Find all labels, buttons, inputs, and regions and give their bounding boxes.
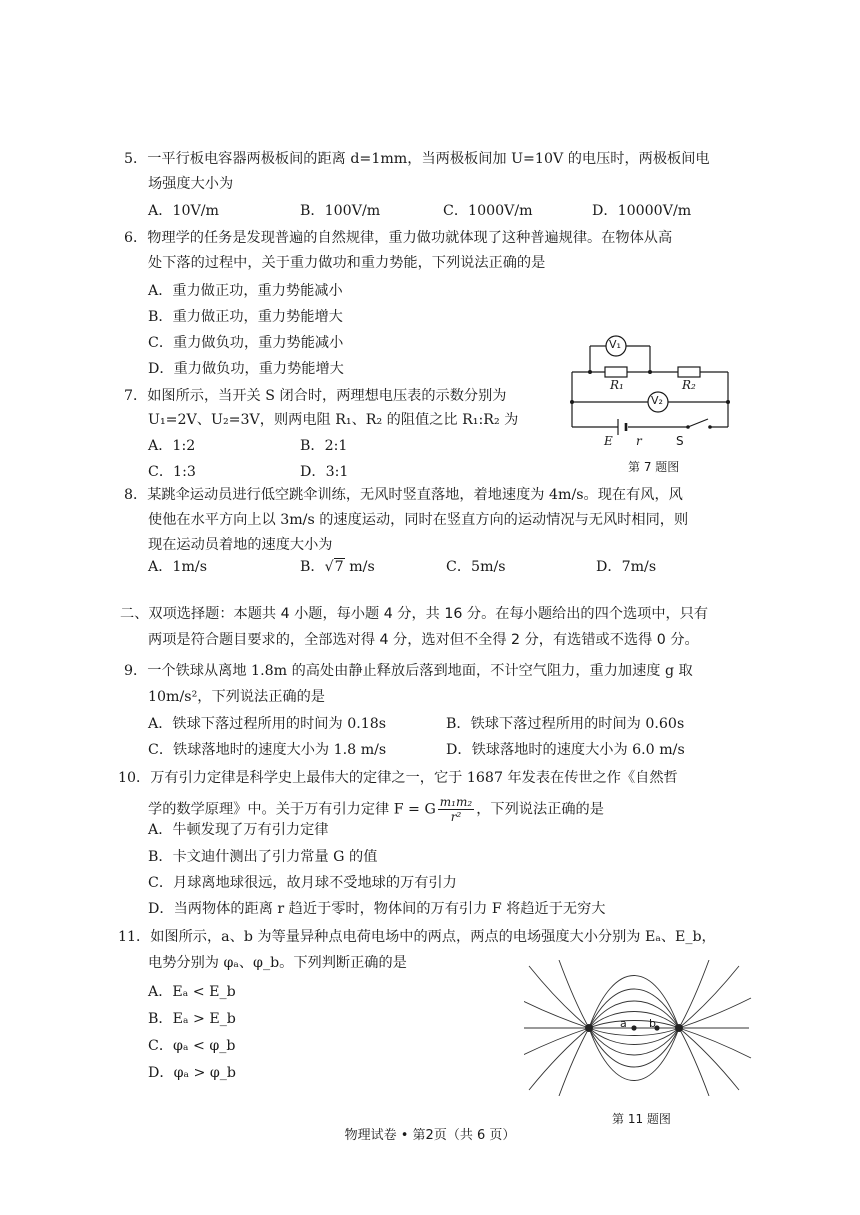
field-line [589, 989, 679, 1028]
q5-stem-line1: 5．一平行板电容器两极板间的距离 d=1mm，当两极板间加 U=10V 的电压时，两极板间电 [124, 151, 710, 167]
q11-stem-line2: 电势分别为 φₐ、φ_b。下列判断正确的是 [148, 955, 407, 971]
q10-option-b: B．卡文迪什测出了引力常量 G 的值 [148, 849, 378, 865]
q7-label-e: E [604, 434, 613, 448]
q10-option-a: A．牛顿发现了万有引力定律 [148, 822, 329, 838]
q5-option-d: D．10000V/m [592, 203, 692, 219]
fraction-denominator: r² [450, 810, 462, 824]
q11-figure-caption: 第 11 题图 [612, 1112, 671, 1126]
gravitation-formula-fraction [438, 795, 474, 824]
q8-stem-line3: 现在运动员着地的速度大小为 [148, 537, 333, 553]
field-lines-svg [524, 960, 764, 1096]
section2-instructions-line2: 两项是符合题目要求的，全部选对得 4 分，选对但不全得 2 分，有选错或不选得 0 分。 [148, 632, 699, 648]
field-line [679, 1028, 751, 1058]
q8-stem-line2: 使他在水平方向上以 3m/s 的速度运动，同时在竖直方向的运动情况与无风时相同，则 [148, 512, 689, 528]
q8-option-b-label: B． [300, 559, 325, 575]
field-line [679, 966, 739, 1028]
q10-option-d: D．当两物体的距离 r 趋近于零时，物体间的万有引力 F 将趋近于无穷大 [148, 901, 606, 917]
q5-stem-line2: 场强度大小为 [148, 176, 234, 192]
q8-option-a: A．1m/s [148, 559, 207, 575]
q7-label-r2: R₂ [682, 378, 696, 392]
field-line [679, 960, 709, 1028]
q10-stem-line1: 10．万有引力定律是科学史上最伟大的定律之一，它于 1687 年发表在传世之作《自然哲 [118, 770, 678, 786]
q6-option-b: B．重力做正功，重力势能增大 [148, 309, 343, 325]
field-line [524, 1028, 589, 1058]
circuit-svg [560, 330, 740, 470]
q11-option-d: D．φₐ > φ_b [148, 1065, 236, 1081]
q9-stem-line2: 10m/s²，下列说法正确的是 [148, 689, 325, 705]
section2-instructions-line1: 二、双项选择题：本题共 4 小题，每小题 4 分，共 16 分。在每小题给出的四个选项中，只有 [120, 606, 709, 622]
q7-circuit-diagram [560, 330, 740, 470]
field-line [679, 1028, 709, 1096]
q7-stem-line2: U₁=2V、U₂=3V，则两电阻 R₁、R₂ 的阻值之比 R₁:R₂ 为 [148, 412, 519, 428]
field-line [529, 966, 589, 1028]
q5-option-c: C．1000V/m [443, 203, 533, 219]
q7-figure-caption: 第 7 题图 [628, 460, 680, 474]
q6-option-c: C．重力做负功，重力势能减小 [148, 335, 344, 351]
q7-option-c: C．1:3 [148, 464, 196, 480]
q10-stem-line2-end: ，下列说法正确的是 [476, 801, 604, 818]
q9-option-b: B．铁球下落过程所用的时间为 0.60s [446, 716, 685, 732]
q7-label-v1: V₁ [609, 338, 621, 351]
q9-option-c: C．铁球落地时的速度大小为 1.8 m/s [148, 742, 387, 758]
fraction-numerator: m₁m₂ [439, 795, 473, 809]
point-a [631, 1025, 636, 1030]
q11-label-a: a [620, 1017, 627, 1030]
q7-option-d: D．3:1 [300, 464, 349, 480]
sqrt-icon: √ [324, 559, 334, 575]
page-footer: 物理试卷 • 第2页（共 6 页） [344, 1128, 516, 1143]
q9-option-d: D．铁球落地时的速度大小为 6.0 m/s [446, 742, 685, 758]
charge-positive [585, 1024, 593, 1032]
q6-stem-line2: 处下落的过程中，关于重力做功和重力势能，下列说法正确的是 [148, 255, 546, 271]
q8-option-c: C．5m/s [446, 559, 506, 575]
q7-label-s: S [676, 434, 684, 448]
q8-stem-line1: 8．某跳伞运动员进行低空跳伞训练，无风时竖直落地，着地速度为 4m/s。现在有风，风 [124, 487, 683, 503]
field-line [589, 1028, 679, 1067]
charge-negative [675, 1024, 683, 1032]
field-line [679, 998, 751, 1028]
q7-label-r1: R₁ [610, 378, 624, 392]
q8-option-b-radicand: 7 [334, 559, 344, 575]
q7-label-r: r [636, 434, 642, 448]
field-line [559, 960, 589, 1028]
field-line [679, 1028, 739, 1090]
q9-option-a: A．铁球下落过程所用的时间为 0.18s [148, 716, 387, 732]
q7-option-a: A．1:2 [148, 438, 196, 454]
q8-option-d: D．7m/s [596, 559, 657, 575]
q11-option-c: C．φₐ < φ_b [148, 1038, 236, 1054]
q11-field-lines-diagram [524, 960, 764, 1096]
q7-label-v2: V₂ [651, 394, 663, 407]
q5-option-b: B．100V/m [300, 203, 381, 219]
q5-option-a: A．10V/m [148, 203, 219, 219]
field-line [529, 1028, 589, 1090]
q6-option-d: D．重力做负功，重力势能增大 [148, 361, 344, 377]
q7-option-b: B．2:1 [300, 438, 348, 454]
q6-option-a: A．重力做正功，重力势能减小 [148, 283, 343, 299]
field-line [524, 998, 589, 1028]
q6-stem-line1: 6．物理学的任务是发现普遍的自然规律，重力做功就体现了这种普遍规律。在物体从高 [124, 230, 673, 246]
q10-option-c: C．月球离地球很远，故月球不受地球的万有引力 [148, 875, 457, 891]
field-line [559, 1028, 589, 1096]
q11-label-b: b [649, 1017, 656, 1030]
q7-stem-line1: 7．如图所示，当开关 S 闭合时，两理想电压表的示数分别为 [124, 388, 507, 404]
q9-stem-line1: 9．一个铁球从离地 1.8m 的高处由静止释放后落到地面，不计空气阻力，重力加速度 g 取 [124, 663, 693, 679]
q8-option-b [300, 557, 375, 577]
q11-stem-line1: 11．如图所示，a、b 为等量异种点电荷电场中的两点，两点的电场强度大小分别为 Eₐ、E_b， [118, 929, 716, 945]
q11-option-b: B．Eₐ > E_b [148, 1011, 236, 1027]
q8-option-b-unit: m/s [344, 559, 375, 575]
q11-option-a: A．Eₐ < E_b [148, 984, 236, 1000]
q10-stem-line2-start: 学的数学原理》中。关于万有引力定律 F = G [148, 801, 436, 818]
